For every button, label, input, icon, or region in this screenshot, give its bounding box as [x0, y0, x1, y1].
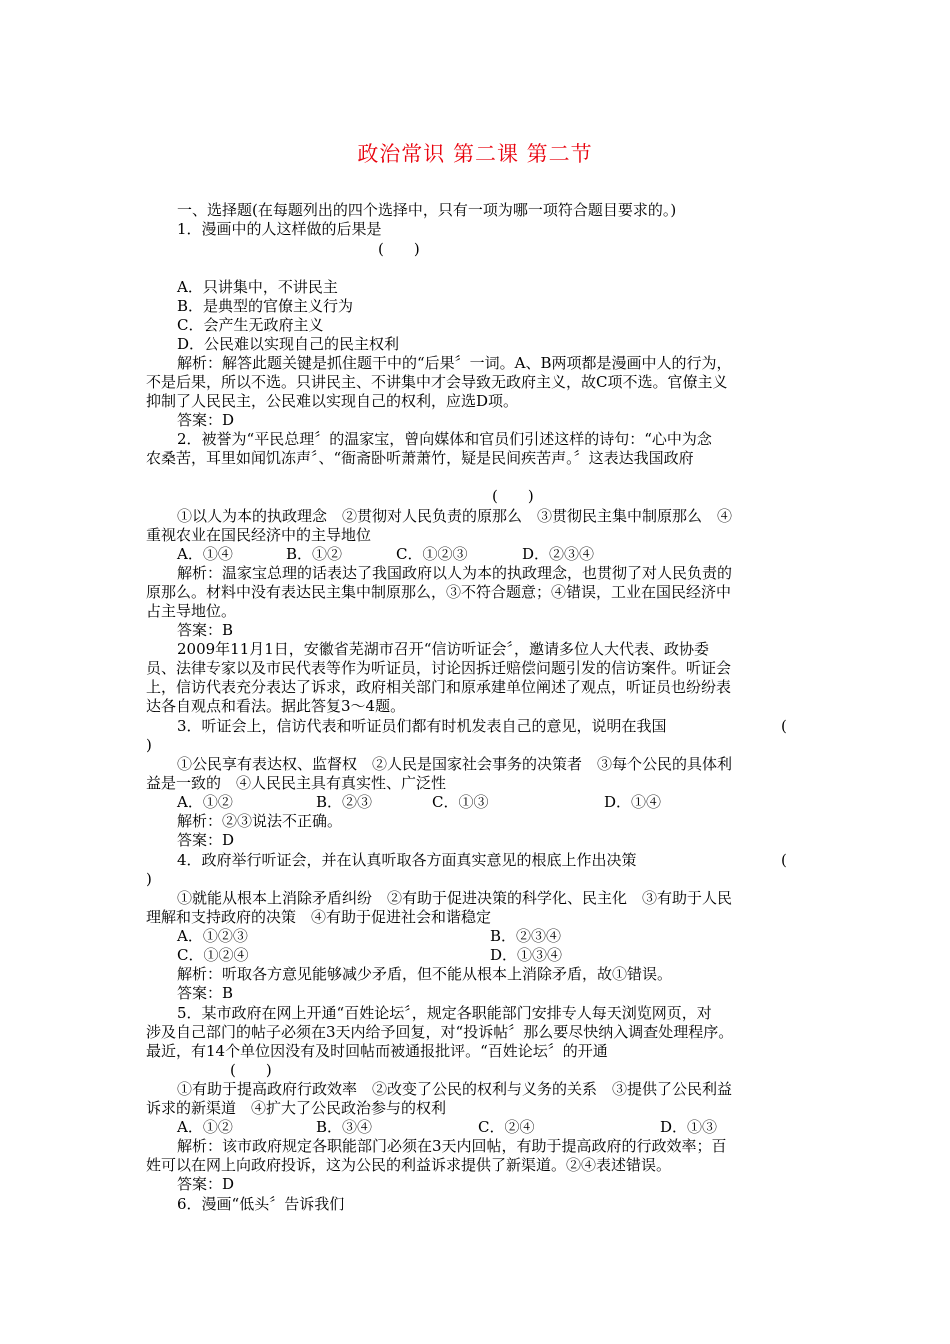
q1-stem: 1．漫画中的人这样做的后果是 — [177, 220, 382, 238]
q1-analysis-line: 解析：解答此题关键是抓住题干中的“后果〞一词。A、B两项都是漫画中人的行为， — [177, 354, 732, 372]
q4-option-b: B．②③④ — [490, 927, 562, 945]
q2-analysis-line: 占主导地位。 — [146, 602, 237, 620]
q4-item-line: 理解和支持政府的决策 ④有助于促进社会和谐稳定 — [146, 908, 492, 926]
q2-answer: 答案：B — [177, 621, 234, 639]
q5-option-a: A．①② — [177, 1118, 233, 1136]
q5-analysis-line: 解析：该市政府规定各职能部门必须在3天内回帖，有助于提高政府的行政效率；百 — [177, 1137, 727, 1155]
q3-paren-open: ( — [781, 717, 787, 735]
section-heading: 一、选择题(在每题列出的四个选择中，只有一项为哪一项符合题目要求的。) — [177, 201, 677, 219]
q3-answer: 答案：D — [177, 831, 235, 849]
q5-item-line: ①有助于提高政府行政效率 ②改变了公民的权利与义务的关系 ③提供了公民利益 — [177, 1080, 733, 1098]
q6-stem: 6．漫画“低头〞告诉我们 — [177, 1195, 345, 1213]
q5-stem-line: 最近，有14个单位因没有及时回帖而被通报批评。“百姓论坛〞的开通 — [146, 1042, 608, 1060]
material-line: 2009年11月1日，安徽省芜湖市召开“信访听证会〞，邀请多位人大代表、政协委 — [177, 640, 709, 658]
q1-option-c: C．会产生无政府主义 — [177, 316, 324, 334]
q2-stem-line: 2．被誉为“平民总理〞的温家宝，曾向媒体和官员们引述这样的诗句：“心中为念 — [177, 430, 712, 448]
q4-option-c: C．①②④ — [177, 946, 249, 964]
q2-option-c: C．①②③ — [396, 545, 468, 563]
q4-stem: 4．政府举行听证会，并在认真听取各方面真实意见的根底上作出决策 — [177, 851, 637, 869]
q5-analysis-line: 姓可以在网上向政府投诉，这为公民的利益诉求提供了新渠道。②④表述错误。 — [146, 1156, 672, 1174]
q4-paren-close: ) — [146, 870, 152, 888]
q4-option-d: D．①③④ — [490, 946, 563, 964]
q2-option-b: B．①② — [286, 545, 343, 563]
q2-analysis-line: 原那么。材料中没有表达民主集中制原那么，③不符合题意；④错误，工业在国民经济中 — [146, 583, 732, 601]
q5-answer-paren: ( ) — [230, 1061, 272, 1079]
q2-analysis-line: 解析：温家宝总理的话表达了我国政府以人为本的执政理念，也贯彻了对人民负责的 — [177, 564, 733, 582]
q4-analysis: 解析：听取各方意见能够减少矛盾，但不能从根本上消除矛盾，故①错误。 — [177, 965, 673, 983]
q4-answer: 答案：B — [177, 984, 234, 1002]
q2-option-a: A．①④ — [177, 545, 233, 563]
q4-item-line: ①就能从根本上消除矛盾纠纷 ②有助于促进决策的科学化、民主化 ③有助于人民 — [177, 889, 733, 907]
q3-option-c: C．①③ — [432, 793, 489, 811]
material-line: 上，信访代表充分表达了诉求，政府相关部门和原承建单位阐述了观点，听证员也纷纷表 — [146, 678, 732, 696]
q3-item-line: ①公民享有表达权、监督权 ②人民是国家社会事务的决策者 ③每个公民的具体利 — [177, 755, 733, 773]
q2-stem-line: 农桑苦，耳里如闻饥冻声〞、“衙斋卧听萧萧竹，疑是民间疾苦声。〞这表达我国政府 — [146, 449, 694, 467]
q3-item-line: 益是一致的 ④人民民主具有真实性、广泛性 — [146, 774, 447, 792]
q3-stem: 3．听证会上，信访代表和听证员们都有时机发表自己的意见，说明在我国 — [177, 717, 667, 735]
q3-option-a: A．①② — [177, 793, 233, 811]
material-line: 达各自观点和看法。据此答复3～4题。 — [146, 697, 406, 715]
q5-option-b: B．③④ — [316, 1118, 373, 1136]
q1-analysis-line: 抑制了人民民主，公民难以实现自己的权利，应选D项。 — [146, 392, 519, 410]
q2-answer-paren: ( ) — [492, 487, 534, 505]
q5-answer: 答案：D — [177, 1175, 235, 1193]
q5-stem-line: 5．某市政府在网上开通“百姓论坛〞，规定各职能部门安排专人每天浏览网页，对 — [177, 1004, 712, 1022]
q5-item-line: 诉求的新渠道 ④扩大了公民政治参与的权利 — [146, 1099, 447, 1117]
q2-item-line: 重视农业在国民经济中的主导地位 — [146, 526, 372, 544]
q4-paren-open: ( — [781, 851, 787, 869]
q3-option-b: B．②③ — [316, 793, 373, 811]
q3-analysis: 解析：②③说法不正确。 — [177, 812, 343, 830]
q5-option-c: C．②④ — [478, 1118, 535, 1136]
q2-option-d: D．②③④ — [522, 545, 595, 563]
q1-option-d: D．公民难以实现自己的民主权利 — [177, 335, 400, 353]
q4-option-a: A．①②③ — [177, 927, 248, 945]
page-title: 政治常识 第二课 第二节 — [357, 142, 593, 166]
material-line: 员、法律专家以及市民代表等作为听证员，讨论因拆迁赔偿问题引发的信访案件。听证会 — [146, 659, 732, 677]
q5-stem-line: 涉及自己部门的帖子必须在3天内给予回复，对“投诉帖〞那么要尽快纳入调查处理程序。 — [146, 1023, 734, 1041]
q3-paren-close: ) — [146, 736, 152, 754]
q1-option-b: B．是典型的官僚主义行为 — [177, 297, 354, 315]
q3-option-d: D．①④ — [604, 793, 662, 811]
q5-option-d: D．①③ — [660, 1118, 718, 1136]
q1-answer-paren: ( ) — [378, 240, 420, 258]
q1-option-a: A．只讲集中，不讲民主 — [177, 278, 338, 296]
q1-answer: 答案：D — [177, 411, 235, 429]
q1-analysis-line: 不是后果，所以不选。只讲民主、不讲集中才会导致无政府主义，故C项不选。官僚主义 — [146, 373, 728, 391]
q2-item-line: ①以人为本的执政理念 ②贯彻对人民负责的原那么 ③贯彻民主集中制原那么 ④ — [177, 507, 733, 525]
